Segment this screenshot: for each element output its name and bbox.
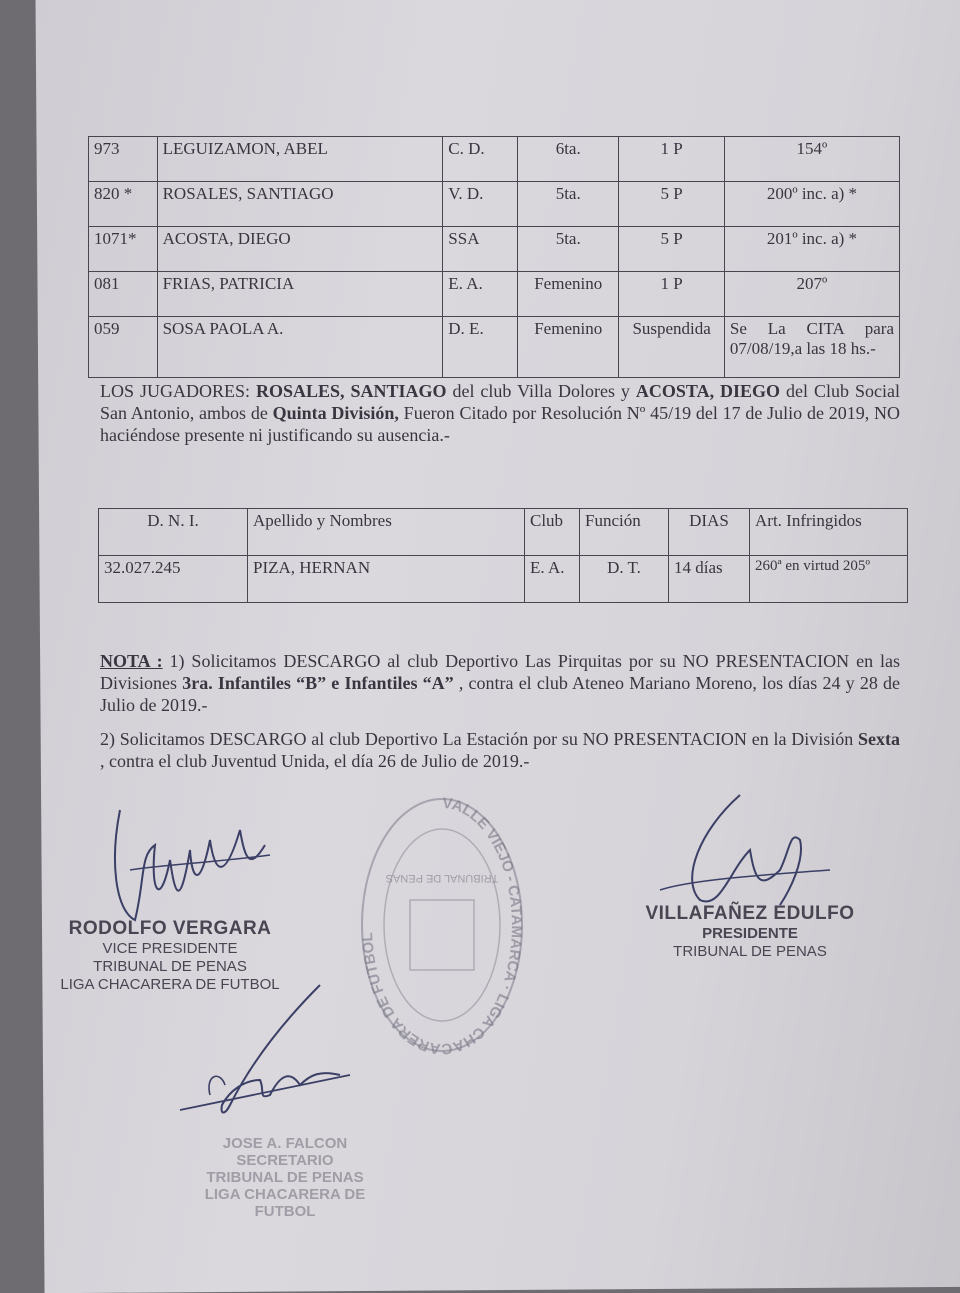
players-note [100,380,900,446]
official-days: 14 días [669,556,750,603]
signature-block-right [640,903,860,961]
header-articles: Art. Infringidos [750,509,908,556]
header-club: Club [525,509,580,556]
note-text: del club Villa Dolores y [446,381,636,401]
note-bold: ACOSTA, DIEGO [635,381,781,401]
official-articles: 260ª en virtud 205º [750,556,908,603]
note-bold: Quinta División, [272,403,399,423]
official-table [98,508,908,603]
nota-text: , contra el club Ateneo Mariano Moreno, los días 24 y 28 de Julio de 2019.- [100,673,900,715]
signer-title: PRESIDENTE [702,925,798,942]
player-club: V. D. [443,182,518,227]
note-text: LOS JUGADORES: [100,381,256,401]
stamp-inner-text: TRIBUNAL DE PENAS [385,872,499,884]
player-article: 200º inc. a) * [724,182,899,227]
signer-org: LIGA CHACARERA DE FUTBOL [60,976,280,993]
table-row [89,182,900,227]
signature-bottom [170,975,370,1125]
nota-text: , contra el club Juventud Unida, el día 26 de Julio de 2019.- [100,751,530,771]
faded-line: SECRETARIO [236,1152,334,1169]
sanctions-table [88,136,900,378]
player-division: Femenino [518,272,619,317]
player-article: 154º [724,137,899,182]
player-club: SSA [443,227,518,272]
signature-right [640,790,840,920]
player-club: E. A. [443,272,518,317]
player-penalty: 5 P [619,227,724,272]
official-name: PIZA, HERNAN [248,556,525,603]
signer-title: VICE PRESIDENTE [102,940,238,957]
table-row [89,317,900,378]
note-bold: ROSALES, SANTIAGO [255,381,447,401]
player-division: 6ta. [518,137,619,182]
player-name: FRIAS, PATRICIA [157,272,443,317]
header-role: Función [580,509,669,556]
table-row [89,137,900,182]
note-text: del Club Social San Antonio, ambos de [100,381,900,423]
signer-body: TRIBUNAL DE PENAS [673,943,827,960]
nota-paragraph-1 [100,650,900,716]
player-name: SOSA PAOLA A. [157,317,443,378]
table-row [89,227,900,272]
player-id: 1071* [89,227,158,272]
header-days: DIAS [669,509,750,556]
signer-body: TRIBUNAL DE PENAS [93,958,247,975]
tribunal-stamp [355,790,530,1060]
faded-line: JOSE A. FALCON [222,1135,348,1152]
faded-stamp-text [180,1135,390,1220]
signer-name: RODOLFO VERGARA [68,918,272,939]
signature-block-left [50,918,290,994]
nota-label: NOTA : [100,651,163,671]
player-penalty: 5 P [619,182,724,227]
nota-bold: 3ra. Infantiles “B” e Infantiles “A” [182,673,454,693]
nota-text: 2) Solicitamos DESCARGO al club Deportivo La Estación por su NO PRESENTACION en la División [100,729,858,749]
player-article: Se La CITA para 07/08/19,a las 18 hs.- [724,317,899,378]
player-division: Femenino [518,317,619,378]
player-name: LEGUIZAMON, ABEL [157,137,443,182]
table-header-row [99,509,908,556]
signer-name: VILLAFAÑEZ EDULFO [645,903,855,924]
player-id: 973 [89,137,158,182]
header-dni: D. N. I. [99,509,248,556]
player-penalty: Suspendida [619,317,724,378]
player-penalty: 1 P [619,272,724,317]
header-name: Apellido y Nombres [248,509,525,556]
official-role: D. T. [580,556,669,603]
player-club: C. D. [443,137,518,182]
table-row [89,272,900,317]
official-dni: 32.027.245 [99,556,248,603]
player-id: 059 [89,317,158,378]
faded-line: TRIBUNAL DE PENAS [206,1169,364,1186]
player-division: 5ta. [518,227,619,272]
faded-line: LIGA CHACARERA DE FUTBOL [204,1186,366,1220]
player-id: 820 * [89,182,158,227]
player-id: 081 [89,272,158,317]
player-name: ROSALES, SANTIAGO [157,182,443,227]
player-name: ACOSTA, DIEGO [157,227,443,272]
player-article: 201º inc. a) * [724,227,899,272]
nota-paragraph-2 [100,728,900,772]
player-division: 5ta. [518,182,619,227]
nota-text: 1) Solicitamos DESCARGO al club Deportivo Las Pirquitas por su NO PRESENTACION en las Divisiones [100,651,900,693]
player-penalty: 1 P [619,137,724,182]
official-club: E. A. [525,556,580,603]
player-article: 207º [724,272,899,317]
table-row [99,556,908,603]
stamp-ring-text: VALLE VIEJO - CATAMARCA · LIGA CHACARERA DE FUTBOL [359,794,526,1058]
player-club: D. E. [443,317,518,378]
nota-bold: Sexta [858,729,900,749]
note-text: Fueron Citado por Resolución Nº 45/19 del 17 de Julio de 2019, NO haciéndose presente ni justificando su ausencia.- [100,403,900,445]
